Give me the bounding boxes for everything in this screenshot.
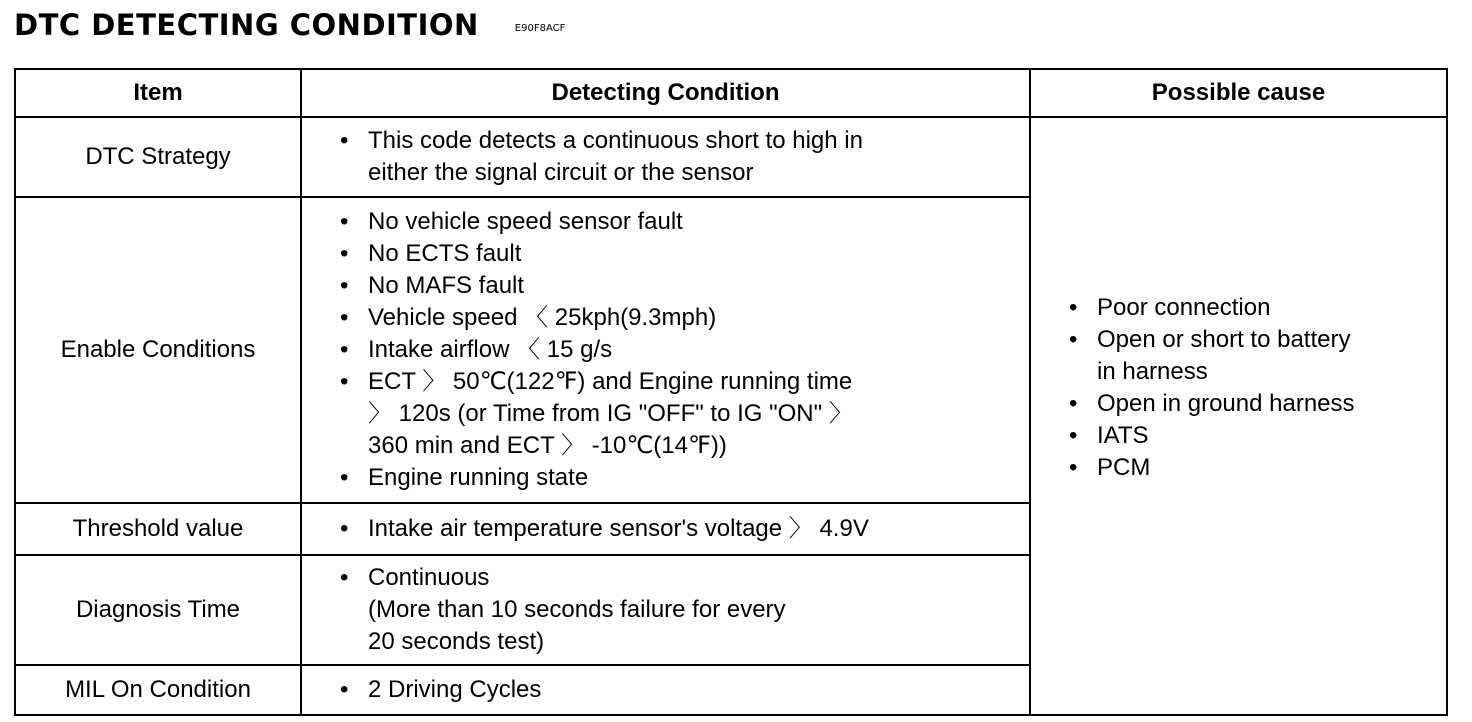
document-code: E90F8ACF (514, 23, 566, 34)
cause-item: • Poor connection (1069, 292, 1446, 324)
condition-item: • This code detects a continuous short to high in either the signal circuit or the sensor (340, 125, 1029, 189)
item-cell: Threshold value (15, 503, 301, 555)
possible-cause-cell (1030, 117, 1447, 715)
cause-item: • IATS (1069, 420, 1446, 452)
condition-item: • Engine running state (340, 462, 1029, 494)
condition-item: • No MAFS fault (340, 270, 1029, 302)
condition-cell (301, 665, 1030, 715)
column-header-possible-cause: Possible cause (1030, 69, 1447, 117)
cause-item: • Open in ground harness (1069, 388, 1446, 420)
condition-list (340, 562, 1029, 658)
condition-item: • ECT 〉 50℃(122℉) and Engine running time 〉 120s (or Time from IG "OFF" to IG "ON" 〉 360 min and ECT 〉 -10℃(14℉)) (340, 366, 1029, 462)
condition-cell (301, 555, 1030, 665)
condition-item: • No vehicle speed sensor fault (340, 206, 1029, 238)
table-header-row (15, 69, 1447, 117)
cause-item: • Open or short to battery in harness (1069, 324, 1446, 388)
column-header-detecting-condition: Detecting Condition (301, 69, 1030, 117)
dtc-condition-table (14, 68, 1448, 716)
condition-list (340, 125, 1029, 189)
possible-cause-list (1069, 292, 1446, 484)
page-header (14, 8, 565, 48)
page-title: DTC DETECTING CONDITION (14, 8, 479, 42)
cause-item: • PCM (1069, 452, 1446, 484)
item-cell: Enable Conditions (15, 197, 301, 503)
condition-item: • Continuous (More than 10 seconds failure for every 20 seconds test) (340, 562, 1029, 658)
condition-list (340, 206, 1029, 494)
condition-cell (301, 503, 1030, 555)
condition-item: • Intake airflow 〈 15 g/s (340, 334, 1029, 366)
condition-item: • Intake air temperature sensor's voltage 〉 4.9V (340, 513, 1029, 545)
condition-cell (301, 197, 1030, 503)
item-cell: MIL On Condition (15, 665, 301, 715)
column-header-item: Item (15, 69, 301, 117)
condition-list (340, 513, 1029, 545)
condition-item: • Vehicle speed 〈 25kph(9.3mph) (340, 302, 1029, 334)
condition-list (340, 674, 1029, 706)
condition-item: • No ECTS fault (340, 238, 1029, 270)
condition-item: • 2 Driving Cycles (340, 674, 1029, 706)
item-cell: DTC Strategy (15, 117, 301, 197)
item-cell: Diagnosis Time (15, 555, 301, 665)
table-row (15, 117, 1447, 197)
condition-cell (301, 117, 1030, 197)
